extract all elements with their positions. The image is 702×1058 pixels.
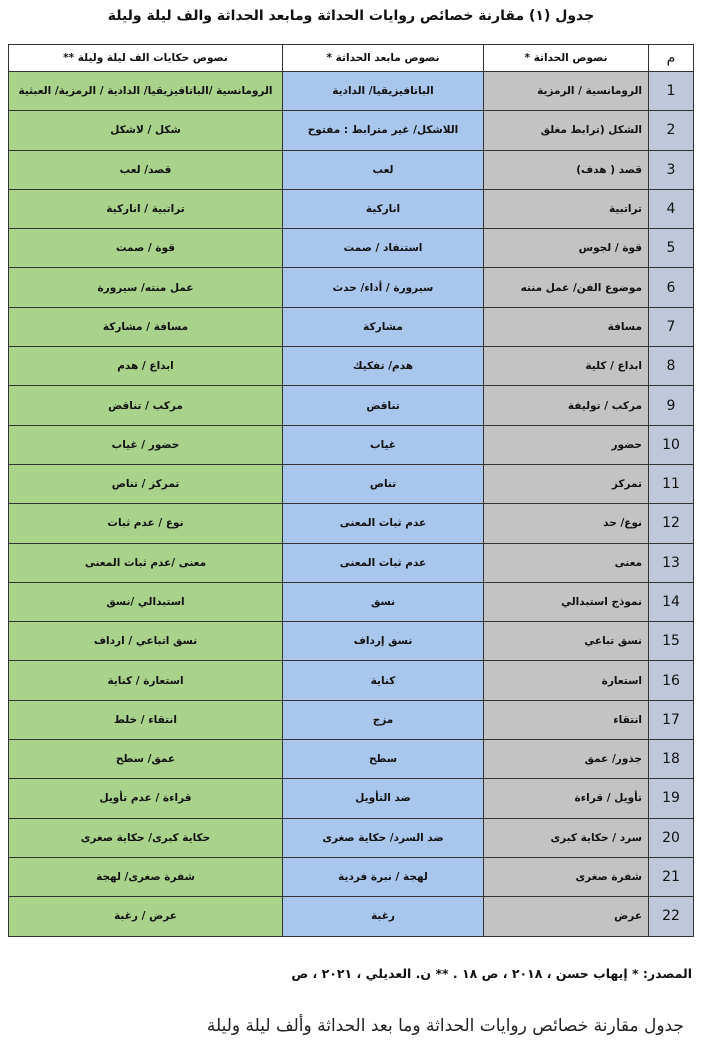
cell-modernism: نموذج استبدالي [484,582,649,621]
cell-postmodernism: نسق [283,582,484,621]
cell-arabian-nights: قصد/ لعب [9,150,283,189]
cell-modernism: الرومانسية / الرمزية [484,72,649,111]
table-row [9,386,694,425]
cell-modernism: نسق تباعي [484,622,649,661]
cell-modernism: مسافة [484,307,649,346]
cell-postmodernism: لعب [283,150,484,189]
row-number: 7 [649,307,694,346]
header-number: م [649,45,694,72]
row-number: 5 [649,229,694,268]
header-modernism: نصوص الحداثة * [484,45,649,72]
cell-arabian-nights: انتقاء / خلط [9,700,283,739]
cell-arabian-nights: عمل منته/ سيرورة [9,268,283,307]
row-number: 14 [649,582,694,621]
cell-postmodernism: نسق إرداف [283,622,484,661]
cell-arabian-nights: الرومانسية /الباتافيزيقيا/ الدادية / الرمزية/ العبثية [9,72,283,111]
cell-modernism: موضوع الفن/ عمل منته [484,268,649,307]
cell-postmodernism: مشاركة [283,307,484,346]
row-number: 2 [649,111,694,150]
cell-modernism: حضور [484,425,649,464]
cell-postmodernism: ضد التأويل [283,779,484,818]
comparison-table [8,44,694,937]
cell-modernism: انتقاء [484,700,649,739]
cell-postmodernism: تناقض [283,386,484,425]
table-row [9,857,694,896]
table-row [9,779,694,818]
cell-arabian-nights: قراءة / عدم تأويل [9,779,283,818]
table-row [9,740,694,779]
cell-arabian-nights: تمركز / تناص [9,464,283,503]
row-number: 20 [649,818,694,857]
row-number: 11 [649,464,694,503]
cell-postmodernism: لهجة / نبرة فردية [283,857,484,896]
cell-postmodernism: سيرورة / أداء/ حدث [283,268,484,307]
cell-arabian-nights: حضور / غياب [9,425,283,464]
table-row [9,700,694,739]
table-row [9,347,694,386]
cell-arabian-nights: شفرة صغرى/ لهجة [9,857,283,896]
cell-modernism: قوة / لجوس [484,229,649,268]
cell-arabian-nights: مسافة / مشاركة [9,307,283,346]
cell-arabian-nights: عرض / رغبة [9,897,283,936]
cell-arabian-nights: نوع / عدم ثبات [9,504,283,543]
table-row [9,189,694,228]
row-number: 18 [649,740,694,779]
row-number: 4 [649,189,694,228]
cell-modernism: سرد / حكاية كبرى [484,818,649,857]
cell-postmodernism: استنفاد / صمت [283,229,484,268]
cell-modernism: معنى [484,543,649,582]
cell-modernism: شفرة صغرى [484,857,649,896]
cell-arabian-nights: ابداع / هدم [9,347,283,386]
table-row [9,818,694,857]
row-number: 22 [649,897,694,936]
cell-postmodernism: الباتافيزيقيا/ الدادية [283,72,484,111]
cell-arabian-nights: تراتبية / اناركية [9,189,283,228]
cell-postmodernism: غياب [283,425,484,464]
cell-postmodernism: سطح [283,740,484,779]
header-arabian-nights: نصوص حكايات الف ليلة وليلة ** [9,45,283,72]
row-number: 13 [649,543,694,582]
row-number: 12 [649,504,694,543]
table-row [9,268,694,307]
row-number: 19 [649,779,694,818]
row-number: 6 [649,268,694,307]
cell-postmodernism: عدم ثبات المعنى [283,504,484,543]
cell-arabian-nights: شكل / لاشكل [9,111,283,150]
cell-modernism: نوع/ حد [484,504,649,543]
cell-postmodernism: كناية [283,661,484,700]
cell-modernism: عرض [484,897,649,936]
header-postmodernism: نصوص مابعد الحداثة * [283,45,484,72]
row-number: 8 [649,347,694,386]
cell-postmodernism: ضد السرد/ حكاية صغرى [283,818,484,857]
cell-postmodernism: تناص [283,464,484,503]
table-row [9,582,694,621]
row-number: 1 [649,72,694,111]
table-row [9,661,694,700]
table-row [9,897,694,936]
row-number: 15 [649,622,694,661]
cell-modernism: مركب / توليفة [484,386,649,425]
table-body [9,72,694,937]
cell-postmodernism: هدم/ تفكيك [283,347,484,386]
row-number: 10 [649,425,694,464]
row-number: 17 [649,700,694,739]
cell-postmodernism: مزج [283,700,484,739]
cell-postmodernism: اناركية [283,189,484,228]
figure-caption: جدول مقارنة خصائص روايات الحداثة وما بعد الحداثة وألف ليلة وليلة [206,1016,684,1036]
cell-modernism: الشكل (ترابط مغلق [484,111,649,150]
cell-arabian-nights: عمق/ سطح [9,740,283,779]
table-title: جدول (١) مقارنة خصائص روايات الحداثة ومابعد الحداثة والف ليلة وليلة [107,8,595,24]
cell-modernism: تمركز [484,464,649,503]
table-row [9,543,694,582]
row-number: 21 [649,857,694,896]
table-row [9,150,694,189]
table-row [9,72,694,111]
table-row [9,464,694,503]
row-number: 3 [649,150,694,189]
cell-postmodernism: رغبة [283,897,484,936]
cell-arabian-nights: مركب / تناقض [9,386,283,425]
cell-arabian-nights: نسق اتباعي / ارداف [9,622,283,661]
cell-modernism: قصد ( هدف) [484,150,649,189]
table-row [9,111,694,150]
row-number: 9 [649,386,694,425]
cell-arabian-nights: استبدالي /نسق [9,582,283,621]
cell-modernism: تراتبية [484,189,649,228]
cell-postmodernism: اللاشكل/ غير مترابط : مفتوح [283,111,484,150]
cell-postmodernism: عدم ثبات المعنى [283,543,484,582]
cell-arabian-nights: معنى /عدم ثبات المعنى [9,543,283,582]
table-row [9,622,694,661]
row-number: 16 [649,661,694,700]
table-row [9,504,694,543]
table-row [9,307,694,346]
table-header-row [9,45,694,72]
table-row [9,425,694,464]
cell-modernism: ابداع / كلية [484,347,649,386]
cell-arabian-nights: حكاية كبرى/ حكاية صغرى [9,818,283,857]
source-note: المصدر: * إيهاب حسن ، ٢٠١٨ ، ص ١٨ . ** ن. العديلي ، ٢٠٢١ ، ص [291,966,692,981]
cell-arabian-nights: قوة / صمت [9,229,283,268]
cell-modernism: جذور/ عمق [484,740,649,779]
cell-arabian-nights: استعارة / كناية [9,661,283,700]
cell-modernism: تأويل / قراءة [484,779,649,818]
cell-modernism: استعارة [484,661,649,700]
table-row [9,229,694,268]
